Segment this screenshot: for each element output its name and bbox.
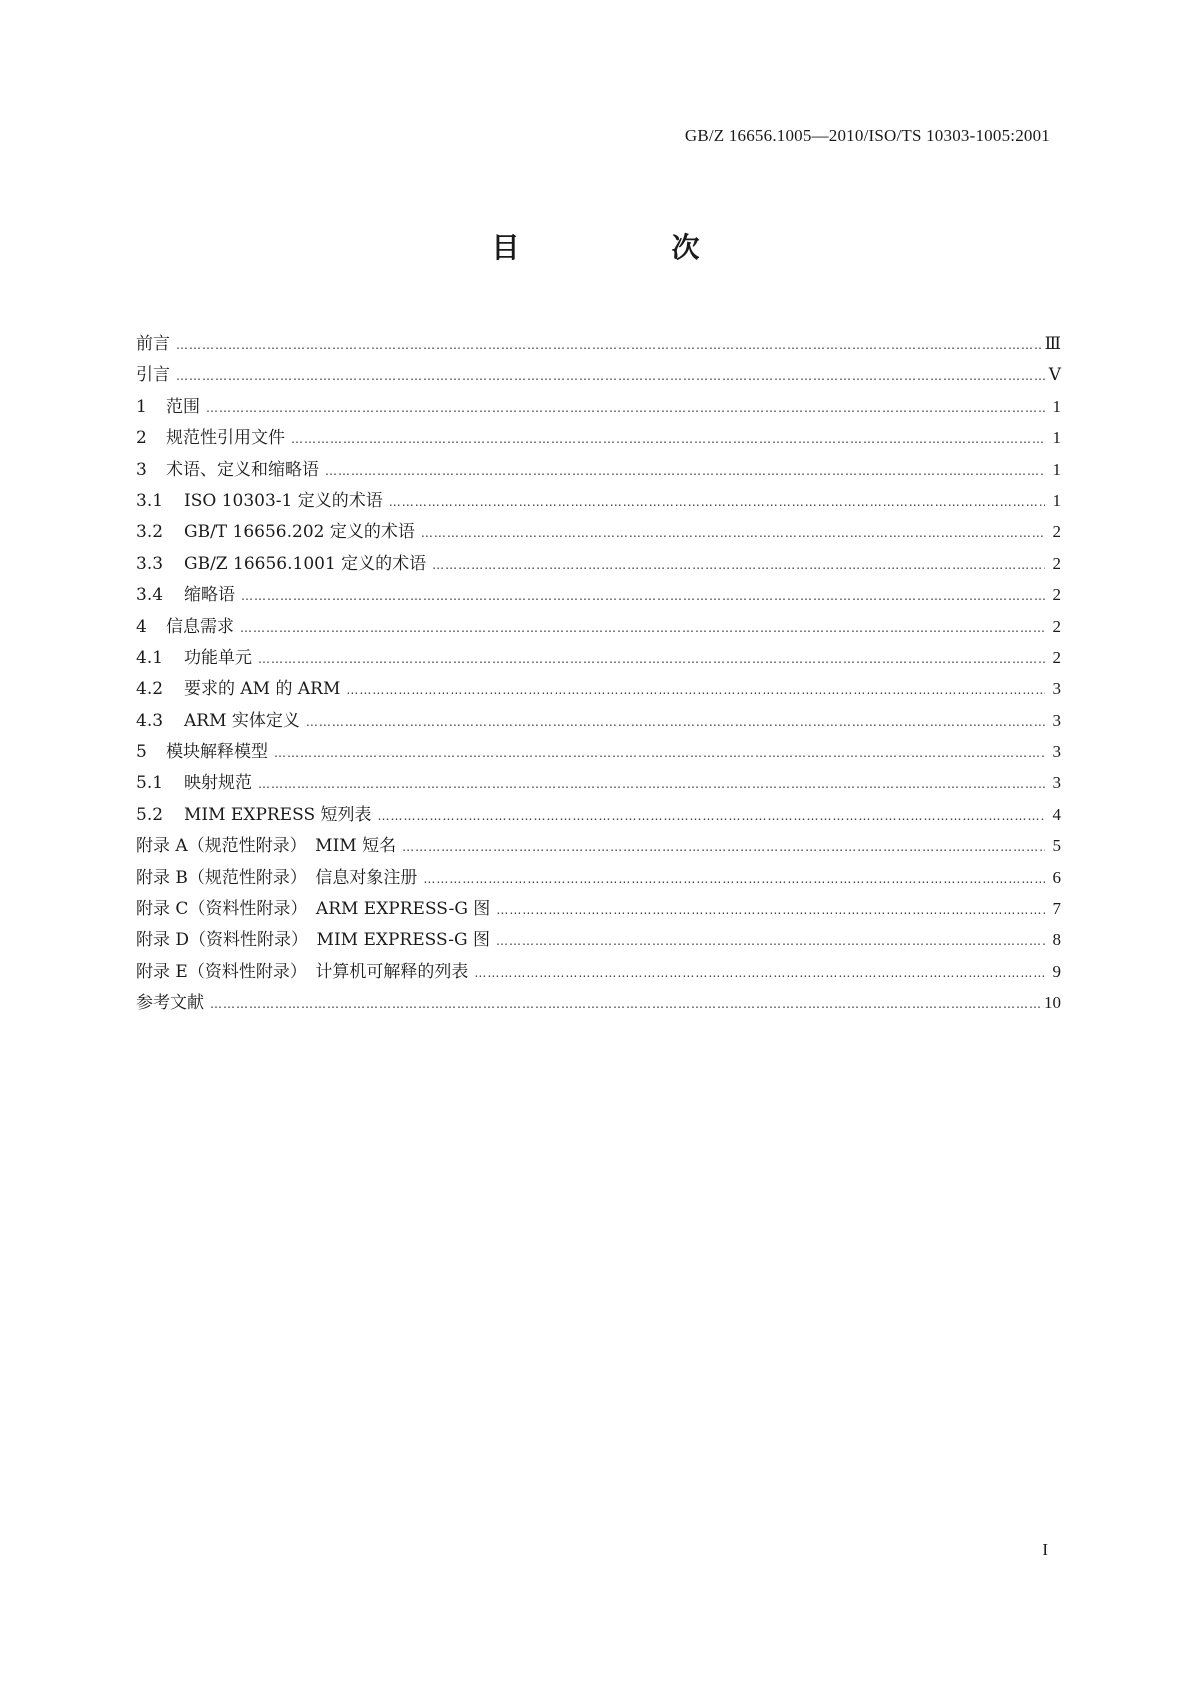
toc-entry-label: 功能单元 [184,647,252,668]
toc-entry-label: 术语、定义和缩略语 [166,459,319,480]
toc-entry[interactable] [136,736,1061,767]
toc-entry-page: 10 [1044,993,1061,1013]
dot-leader [325,456,1045,487]
toc-entry-number: 3.4 [136,585,164,606]
toc-entry-label: GB/Z 16656.1001 定义的术语 [184,553,427,574]
toc-entry-number: 4 [136,616,147,637]
toc-entry-label: GB/T 16656.202 定义的术语 [184,522,415,543]
toc-entry-page: 3 [1052,773,1061,793]
toc-entry-page: Ⅴ [1048,365,1061,385]
toc-entry[interactable] [136,987,1061,1018]
dot-leader [291,424,1045,455]
toc-entry-page: 3 [1052,679,1061,699]
toc-entry-label: 信息需求 [166,616,234,637]
toc-entry-label: 引言 [136,365,170,386]
toc-entry-page: 2 [1052,585,1061,605]
toc-entry[interactable] [136,579,1061,610]
toc-entry-label: 附录 D（资料性附录） MIM EXPRESS-G 图 [136,930,490,951]
dot-leader [240,613,1045,644]
page-title: 目 次 [491,231,762,264]
dot-leader [258,644,1045,675]
dot-leader [241,581,1045,612]
toc-entry-label: 前言 [136,334,170,354]
dot-leader [423,864,1045,895]
toc-entry-number: 2 [136,428,147,449]
toc-entry[interactable] [136,799,1061,830]
toc-entry-number: 3.2 [136,522,164,543]
dot-leader [432,550,1045,581]
toc-entry-page: 7 [1052,899,1061,919]
toc-entry[interactable] [136,830,1061,861]
toc-entry-label: 附录 C（资料性附录） ARM EXPRESS-G 图 [136,899,491,920]
toc-entry[interactable] [136,673,1061,704]
toc-entry-number: 5.2 [136,804,164,825]
toc-entry-page: 3 [1052,742,1061,762]
toc-entry-label: 映射规范 [184,773,252,794]
toc-entry[interactable] [136,705,1061,736]
dot-leader [421,518,1045,549]
dot-leader [496,926,1045,957]
toc-entry-page: 3 [1052,710,1061,730]
toc-entry-page: 1 [1052,490,1061,510]
toc-entry[interactable] [136,924,1061,955]
toc-entry-number: 1 [136,396,147,417]
dot-leader [378,801,1046,832]
toc-entry-page: 2 [1052,647,1061,667]
toc-entry-label: ISO 10303-1 定义的术语 [184,490,383,511]
toc-entry-page: 4 [1052,804,1061,824]
toc-entry[interactable] [136,548,1061,579]
toc-entry-number: 3.1 [136,490,164,511]
toc-entry-page: 2 [1052,553,1061,573]
toc-entry[interactable] [136,454,1061,485]
toc-entry-number: 4.3 [136,710,164,731]
toc-entry-page: 1 [1052,396,1061,416]
page-number: I [1042,1540,1048,1559]
toc-entry[interactable] [136,611,1061,642]
toc-entry[interactable] [136,422,1061,453]
toc-entry-label: 模块解释模型 [166,742,268,763]
dot-leader [206,393,1045,424]
dot-leader [274,738,1045,769]
toc-entry-label: 附录 B（规范性附录） 信息对象注册 [136,867,418,888]
dot-leader [402,832,1045,863]
toc-entry-page: 2 [1052,616,1061,636]
dot-leader [496,895,1045,926]
toc-entry-number: 4.2 [136,679,164,700]
toc-entry-page: 6 [1052,867,1061,887]
toc-entry-label: 附录 E（资料性附录） 计算机可解释的列表 [136,961,469,982]
toc-entry-label: 缩略语 [184,585,235,606]
dot-leader [176,330,1041,361]
toc-entry-label: 规范性引用文件 [166,428,285,449]
toc-entry-page: 1 [1052,459,1061,479]
toc-entry-page: 5 [1052,836,1061,856]
dot-leader [258,769,1045,800]
page-header-standard-code: GB/Z 16656.1005—2010/ISO/TS 10303-1005:2001 [684,126,1050,145]
toc-entry[interactable] [136,956,1061,987]
toc-entry-page: Ⅲ [1044,334,1061,353]
toc-entry[interactable] [136,359,1061,390]
toc-entry-label: 附录 A（规范性附录） MIM 短名 [136,836,397,857]
toc-entry[interactable] [136,767,1061,798]
dot-leader [306,707,1045,738]
toc-entry-label: 范围 [166,396,200,417]
dot-leader [176,361,1045,392]
toc-entry-page: 9 [1052,961,1061,981]
toc-entry-number: 3 [136,459,147,480]
toc-entry-page: 8 [1052,930,1061,950]
toc-entry-number: 4.1 [136,647,164,668]
toc-entry-label: ARM 实体定义 [184,710,300,731]
toc-entry-page: 2 [1052,522,1061,542]
toc-entry[interactable] [136,893,1061,924]
toc-entry-number: 5 [136,742,147,763]
toc-entry-number: 3.3 [136,553,164,574]
toc-entry[interactable] [136,391,1061,422]
dot-leader [474,958,1045,989]
toc-entry[interactable] [136,485,1061,516]
toc-entry[interactable] [136,862,1061,893]
dot-leader [389,487,1045,518]
toc-entry-number: 5.1 [136,773,164,794]
toc-entry[interactable] [136,516,1061,547]
toc-entry-page: 1 [1052,428,1061,448]
dot-leader [346,675,1045,706]
toc-entry-label: 参考文献 [136,993,204,1014]
toc-entry[interactable] [136,328,1061,359]
toc-entry-label: 要求的 AM 的 ARM [184,679,341,700]
table-of-contents [136,328,1061,1019]
dot-leader [210,989,1040,1020]
toc-entry-label: MIM EXPRESS 短列表 [184,804,372,825]
toc-entry[interactable] [136,642,1061,673]
